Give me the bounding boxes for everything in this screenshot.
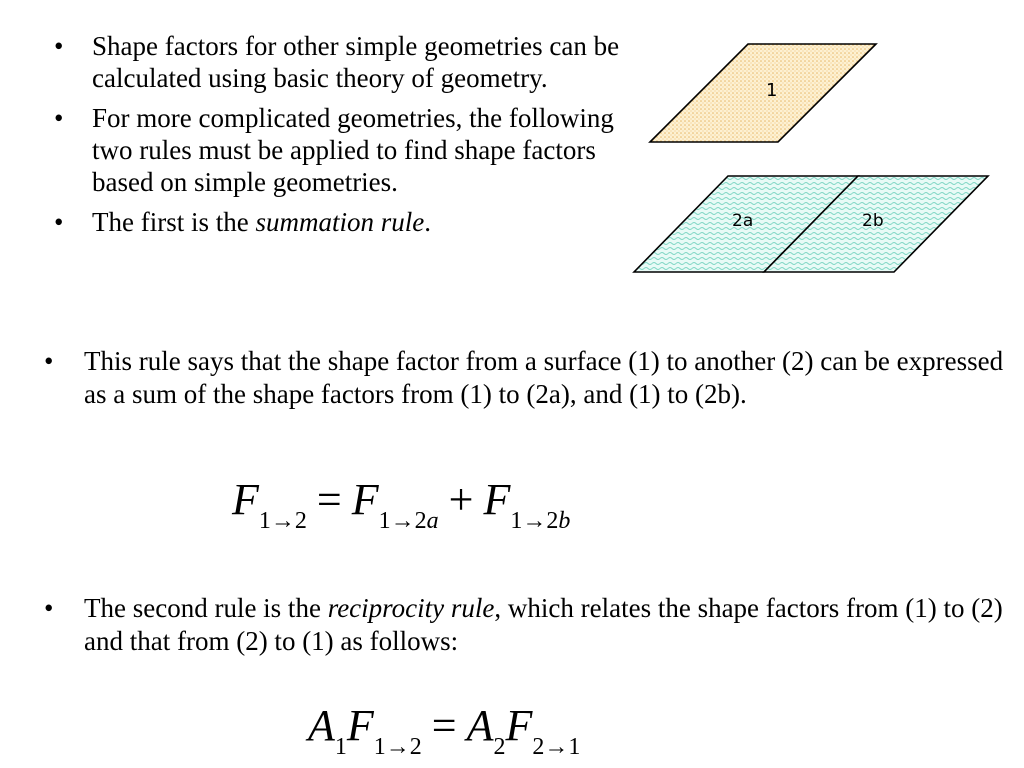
surface-1 xyxy=(650,44,876,142)
surfaces-figure xyxy=(628,36,992,276)
eq-equals: = xyxy=(316,475,342,524)
eq-symbol-F: F xyxy=(483,475,511,524)
eq-plus: + xyxy=(448,475,474,524)
bullet-text-after: , which relates the shape factors from (1) to (2) and that from (2) to (1) as follows: xyxy=(84,593,1003,656)
eq-symbol-F: F xyxy=(351,475,379,524)
eq-symbol-A: A xyxy=(308,701,335,750)
eq-subscript: 1→2 xyxy=(373,734,422,760)
reciprocity-equation xyxy=(308,700,580,761)
summation-equation xyxy=(232,474,570,535)
bullet-dot: • xyxy=(54,103,64,133)
eq-symbol-F: F xyxy=(505,701,533,750)
top-bullet-list xyxy=(54,30,624,246)
second-bullet-list xyxy=(44,592,1004,658)
bullet-summation-explanation xyxy=(44,345,1004,411)
eq-subscript: 1→2a xyxy=(378,508,439,534)
bullet-text: For more complicated geometries, the following two rules must be applied to find shape factors based on simple geometries. xyxy=(92,103,614,197)
surface-2a-label: 2a xyxy=(732,211,754,231)
eq-subscript: 1→2b xyxy=(510,508,571,534)
term-reciprocity-rule: reciprocity rule xyxy=(327,593,495,623)
eq-subscript: 2→1 xyxy=(532,734,581,760)
eq-symbol-F: F xyxy=(232,475,259,524)
bullet-shape-factors-simple xyxy=(54,30,624,94)
eq-symbol-A: A xyxy=(466,701,494,750)
bullet-dot: • xyxy=(44,346,54,376)
eq-subscript: 2 xyxy=(493,734,506,760)
eq-equals: = xyxy=(431,701,457,750)
bullet-dot: • xyxy=(44,593,54,623)
bullet-text: This rule says that the shape factor from a surface (1) to another (2) can be expressed as a sum of the shape factors from (1) to (2a), and (1) to (2b). xyxy=(84,346,1004,409)
bullet-text: Shape factors for other simple geometries can be calculated using basic theory of geometry. xyxy=(92,31,620,93)
main-bullet-list xyxy=(44,345,1004,411)
bullet-text-after: . xyxy=(424,207,431,237)
bullet-dot: • xyxy=(54,207,64,237)
bullet-summation-rule xyxy=(54,206,624,238)
bullet-text-before: The second rule is the xyxy=(84,593,328,623)
bullet-text-before: The first is the xyxy=(92,207,256,237)
eq-symbol-F: F xyxy=(346,701,374,750)
surface-1-label: 1 xyxy=(766,80,778,101)
term-summation-rule: summation rule xyxy=(255,207,425,237)
eq-subscript: 1→2 xyxy=(258,508,307,534)
surface-2b-label: 2b xyxy=(862,211,884,231)
bullet-complicated-geometries xyxy=(54,102,624,198)
eq-subscript: 1 xyxy=(334,734,347,760)
bullet-reciprocity-rule xyxy=(44,592,1004,658)
bullet-dot: • xyxy=(54,31,64,61)
